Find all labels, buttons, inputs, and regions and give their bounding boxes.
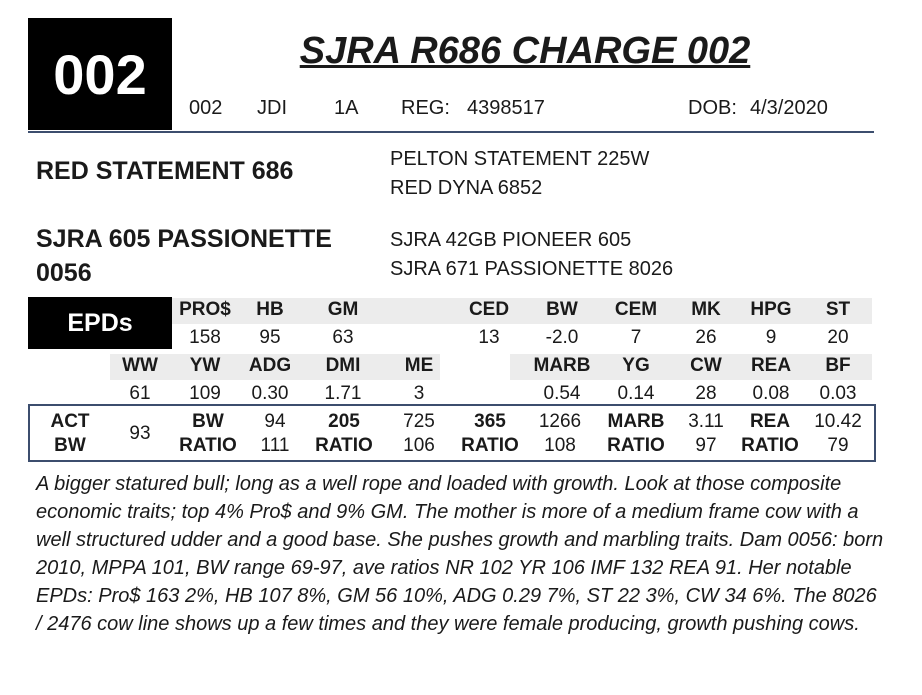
- epd-value-cell: 61: [129, 383, 151, 404]
- class-code: 1A: [334, 97, 359, 119]
- act-label: ACT: [50, 411, 90, 432]
- rea-actual: 10.42: [814, 411, 862, 432]
- bw-actual: 94: [264, 411, 286, 432]
- w365-label-top: 365: [474, 411, 506, 432]
- lot-number-box: [28, 18, 172, 130]
- breeder-code: JDI: [257, 97, 287, 119]
- epd-header-cell: YG: [622, 355, 650, 376]
- epd-value-cell: 26: [695, 327, 717, 348]
- epd-header-cell: REA: [750, 355, 792, 376]
- bw-label: BW: [54, 435, 86, 456]
- dob-value: 4/3/2020: [750, 97, 828, 119]
- marb-label-bottom: RATIO: [607, 435, 665, 456]
- epd-header-cell: ME: [404, 355, 434, 376]
- epd-value-cell: 13: [478, 327, 500, 348]
- epd-value-cell: 7: [630, 327, 642, 348]
- w205-label-top: 205: [328, 411, 360, 432]
- reg-label: REG:: [401, 97, 450, 119]
- epd-header-cell: HB: [256, 299, 284, 320]
- epds-label-box: [28, 297, 172, 349]
- epd-value-cell: -2.0: [545, 327, 579, 348]
- epd-header-cell: ADG: [248, 355, 292, 376]
- dam-dam: SJRA 671 PASSIONETTE 8026: [390, 258, 674, 280]
- epd-header-cell: CW: [690, 355, 722, 376]
- epd-header-cell: CED: [468, 299, 510, 320]
- epd-header-cell: GM: [327, 299, 359, 320]
- epd-value-cell: 20: [827, 327, 849, 348]
- epd-value-cell: 109: [189, 383, 221, 404]
- tattoo: 002: [189, 97, 223, 119]
- w205-ratio: 106: [403, 435, 435, 456]
- epd-header-cell: YW: [189, 355, 221, 376]
- epd-value-cell: 63: [332, 327, 354, 348]
- epd-header-cell: BW: [546, 299, 578, 320]
- epd-value-cell: 0.08: [752, 383, 790, 404]
- w205-label-bottom: RATIO: [315, 435, 373, 456]
- epd-header-cell: HPG: [750, 299, 792, 320]
- epd-value-cell: 0.03: [819, 383, 857, 404]
- reg-number: 4398517: [467, 97, 545, 119]
- rea-label-bottom: RATIO: [741, 435, 799, 456]
- sire-dam: RED DYNA 6852: [390, 177, 543, 199]
- bw-ratio: 111: [260, 435, 290, 456]
- epd-value-cell: 95: [259, 327, 281, 348]
- epds-label: EPDs: [67, 308, 133, 337]
- w365-label-bottom: RATIO: [461, 435, 519, 456]
- epd-value-cell: 0.30: [251, 383, 289, 404]
- epd-value-cell: 0.54: [543, 383, 581, 404]
- epd-header-cell: ST: [825, 299, 851, 320]
- w205-actual: 725: [403, 411, 435, 432]
- epd-header-cell: MARB: [533, 355, 591, 376]
- epd-header-cell: PRO$: [179, 299, 231, 320]
- epd-value-cell: 0.14: [617, 383, 655, 404]
- marb-actual: 3.11: [688, 411, 724, 432]
- epd-header-cell: BF: [825, 355, 851, 376]
- w365-actual: 1266: [538, 411, 582, 432]
- marb-label-top: MARB: [607, 411, 665, 432]
- header-divider: [28, 131, 874, 133]
- epd-value-cell: 9: [765, 327, 777, 348]
- epd-value-cell: 158: [189, 327, 221, 348]
- dam-sire: SJRA 42GB PIONEER 605: [390, 229, 632, 251]
- dam-name-line1: SJRA 605 PASSIONETTE: [36, 225, 332, 253]
- epd-header-cell: CEM: [614, 299, 658, 320]
- epd-value-cell: 3: [413, 383, 425, 404]
- epd-header-cell: WW: [122, 355, 158, 376]
- dam-name: [36, 222, 332, 290]
- bw-ratio-label-top: BW: [192, 411, 224, 432]
- sire-name: RED STATEMENT 686: [36, 157, 294, 185]
- dam-name-line2: 0056: [36, 259, 92, 287]
- actual-bw-value: 93: [129, 423, 151, 444]
- dob-label: DOB:: [688, 97, 737, 119]
- animal-name: SJRA R686 CHARGE 002: [299, 30, 751, 72]
- bw-ratio-label-bottom: RATIO: [179, 435, 237, 456]
- rea-label-top: REA: [749, 411, 791, 432]
- epd-header-cell: MK: [691, 299, 721, 320]
- epd-header-cell: DMI: [325, 355, 361, 376]
- epd-value-cell: 1.71: [324, 383, 362, 404]
- lot-number: 002: [53, 42, 147, 106]
- w365-ratio: 108: [544, 435, 576, 456]
- epd-value-cell: 28: [695, 383, 717, 404]
- marb-ratio: 97: [695, 435, 717, 456]
- bull-description: A bigger statured bull; long as a well rope and loaded with growth. Look at those composite economic traits; top 4% Pro$ and 9% GM. The mother is more of a medium frame cow with a well structured udder and a good base. She pushes growth and marbling traits. Dam 0056: born 2010, MPPA 101, BW range 69-97, ave ratios NR 102 YR 106 IMF 132 REA 91. Her notable EPDs: Pro$ 163 2%, HB 107 8%, GM 56 10%, ADG 0.29 7%, ST 22 3%, CW 34 6%. The 8026 / 2476 cow line shows up a few times and they were female producing, growth pushing cows.: [36, 473, 884, 635]
- sire-sire: PELTON STATEMENT 225W: [390, 148, 650, 170]
- rea-ratio: 79: [827, 435, 849, 456]
